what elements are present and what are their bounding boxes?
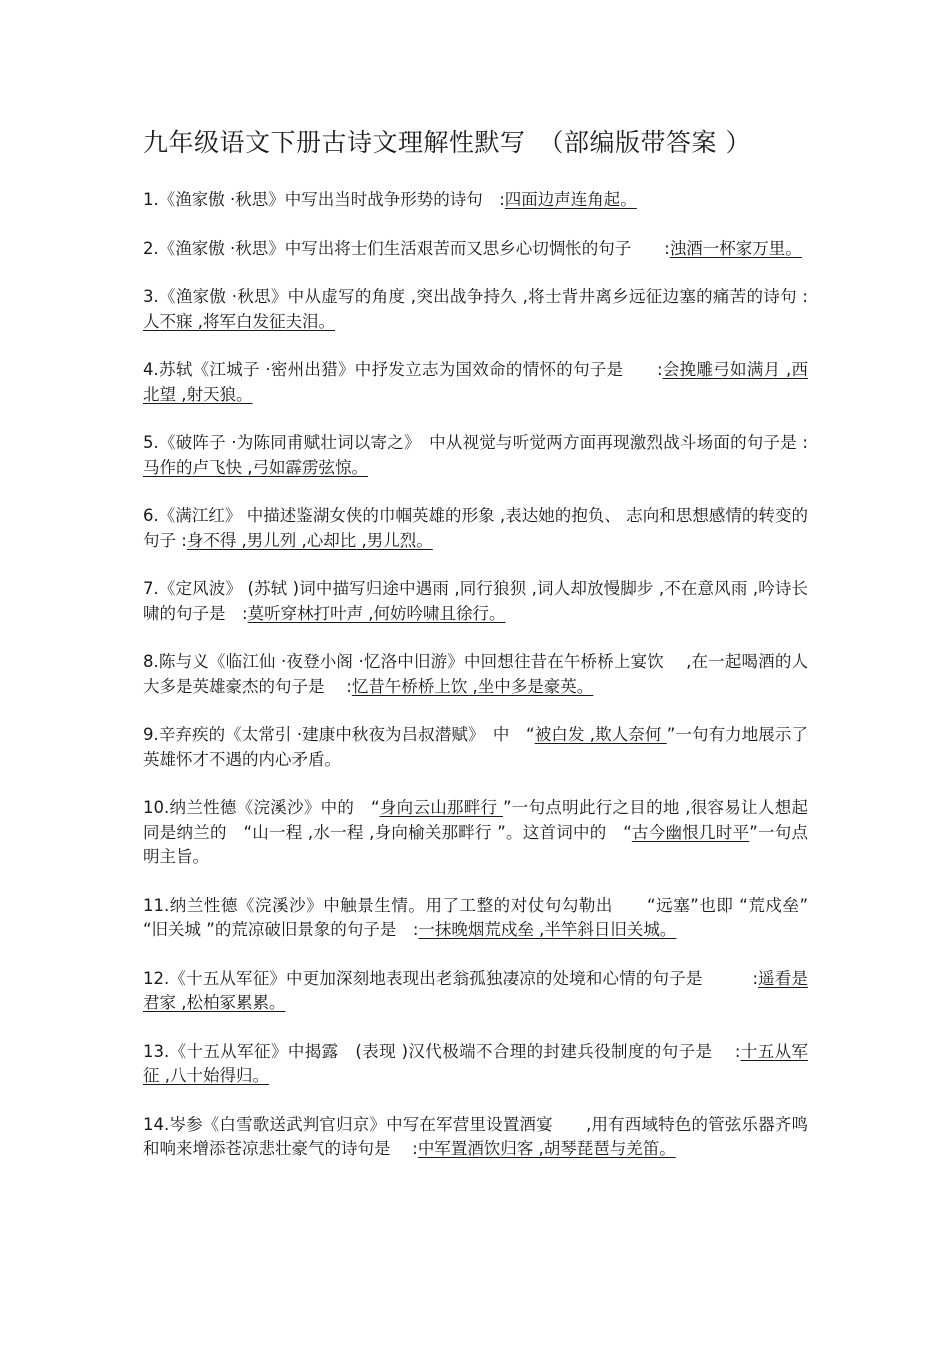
- question-text: 4.苏轼《江城子 ·密州出猎》中抒发立志为国效命的情怀的句子是 :: [143, 360, 663, 379]
- question-text: 11.纳兰性德《浣溪沙》中触景生情。用了工整的对仗句勾勒出 “远塞”也即 “荒戍垒” “旧关城 ”的荒凉破旧景象的句子是 :: [143, 895, 808, 939]
- question-text: 9.辛弃疾的《太常引 ·建康中秋夜为吕叔潜赋》 中 “: [143, 725, 535, 744]
- question-text-tail: ”一句点明主旨。: [143, 822, 808, 866]
- answer-text-second: 古今幽恨几时平: [631, 822, 750, 842]
- question-item: [143, 431, 808, 480]
- question-text: 1.《渔家傲 ·秋思》中写出当时战争形势的诗句 :: [143, 190, 505, 209]
- question-item: [143, 967, 808, 1016]
- question-item: [143, 504, 808, 553]
- question-item: [143, 1113, 808, 1162]
- question-text: 14.岑参《白雪歌送武判官归京》中写在军营里设置酒宴 ,用有西域特色的管弦乐器齐鸣和响来增添苍凉悲壮豪气的诗句是 :: [143, 1114, 808, 1158]
- question-item: [143, 285, 808, 334]
- document-title: 九年级语文下册古诗文理解性默写 （部编版带答案 ）: [143, 128, 751, 157]
- question-item: [143, 358, 808, 407]
- question-text: 3.《渔家傲 ·秋思》中从虚写的角度 ,突出战争持久 ,将士背井离乡远征边塞的痛苦的诗句 :: [143, 287, 808, 306]
- answer-text: 身向云山那畔行: [379, 798, 503, 817]
- answer-text: 被白发 ,欺人奈何: [534, 725, 667, 744]
- question-text: 8.陈与义《临江仙 ·夜登小阁 ·忆洛中旧游》中回想往昔在午桥桥上宴饮 ,在一起喝酒的人大多是英雄豪杰的句子是 :: [143, 652, 808, 696]
- question-item: [143, 796, 808, 870]
- answer-text: 会挽雕弓如满月 ,西北望 ,射天狼。: [143, 360, 808, 404]
- answer-text: 莫听穿林打叶声 ,何妨吟啸且徐行。: [247, 603, 506, 623]
- question-text: 13.《十五从军征》中揭露 (表现 )汉代极端不合理的封建兵役制度的句子是 :: [143, 1041, 741, 1061]
- question-item: [143, 723, 808, 772]
- answer-text: 身不得 ,男儿列 ,心却比 ,男儿烈。: [186, 530, 433, 550]
- answer-text: 四面边声连角起。: [504, 190, 637, 209]
- question-text: 5.《破阵子 ·为陈同甫赋壮词以寄之》 中从视觉与听觉两方面再现激烈战斗场面的句子是 :: [143, 433, 808, 452]
- question-item: [143, 894, 808, 943]
- answer-text: 浊酒一杯家万里。: [669, 238, 802, 258]
- answer-text: 忆昔午桥桥上饮 ,坐中多是豪英。: [351, 676, 594, 696]
- answer-text: 马作的卢飞快 ,弓如霹雳弦惊。: [143, 457, 368, 477]
- question-text-middle: ”一句点明此行之目的地 ,很容易让人想起同是纳兰的 “山一程 ,水一程 ,身向榆关那畔行 ”。这首词中的 “: [143, 798, 808, 842]
- question-text: 7.《定风波》 (苏轼 )词中描写归途中遇雨 ,同行狼狈 ,词人却放慢脚步 ,不在意风雨 ,吟诗长啸的句子是 :: [143, 579, 808, 623]
- question-item: [143, 650, 808, 699]
- question-text-tail: ”一句有力地展示了英雄怀才不遇的内心矛盾。: [143, 725, 808, 769]
- answer-text: 十五从军征 ,八十始得归。: [143, 1041, 808, 1085]
- answer-text: 人不寐 ,将军白发征夫泪。: [143, 311, 335, 331]
- question-list: [143, 188, 808, 1186]
- question-text: 10.纳兰性德《浣溪沙》中的 “: [143, 798, 380, 817]
- question-item: [143, 577, 808, 626]
- question-text: 2.《渔家傲 ·秋思》中写出将士们生活艰苦而又思乡心切惆怅的句子 :: [143, 238, 670, 258]
- answer-text: 中军置酒饮归客 ,胡琴琵琶与羌笛。: [417, 1139, 676, 1158]
- question-text: 12.《十五从军征》中更加深刻地表现出老翁孤独凄凉的处境和心情的句子是 :: [143, 968, 759, 988]
- answer-text: 一抹晚烟荒戍垒 ,半竿斜日旧关城。: [418, 920, 677, 939]
- question-text: 6.《满江红》 中描述鉴湖女侠的巾帼英雄的形象 ,表达她的抱负、 志向和思想感情的转变的句子 :: [143, 506, 808, 550]
- answer-text: 遥看是君家 ,松柏冢累累。: [143, 968, 808, 1012]
- question-item: [143, 1040, 808, 1089]
- question-item: [143, 237, 808, 262]
- question-item: [143, 188, 808, 213]
